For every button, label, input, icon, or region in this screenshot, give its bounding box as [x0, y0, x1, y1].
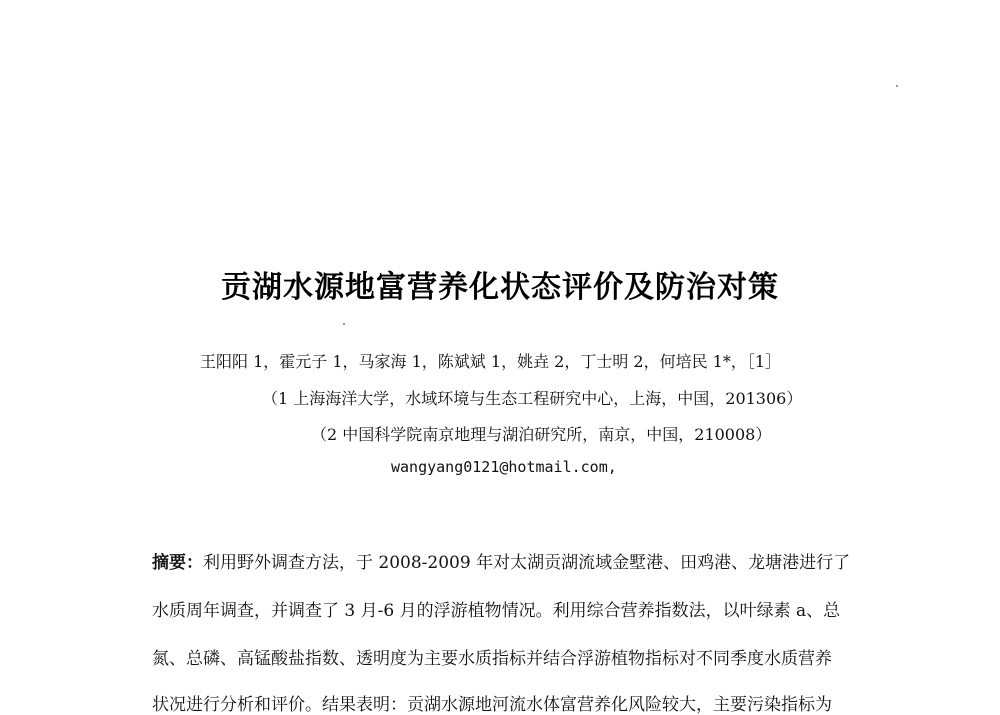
abstract-line: 水质周年调查，并调查了 3 月-6 月的浮游植物情况。利用综合营养指数法，以叶绿素 a、总 — [152, 601, 841, 621]
contact-email: wangyang0121@hotmail.com, — [391, 458, 617, 476]
abstract-text: 利用野外调查方法，于 2008-2009 年对太湖贡湖流域金墅港、田鸡港、龙塘港进行了 — [203, 553, 851, 573]
paper-title: 贡湖水源地富营养化状态评价及防治对策 — [221, 270, 779, 305]
affiliation-1: （1 上海海洋大学，水域环境与生态工程研究中心，上海，中国，201306） — [262, 389, 803, 408]
abstract-line — [152, 548, 858, 573]
abstract-line: 氮、总磷、高锰酸盐指数、透明度为主要水质指标并结合浮游植物指标对不同季度水质营养 — [152, 649, 832, 669]
author-list: 王阳阳 1，霍元子 1，马家海 1，陈斌斌 1，姚垚 2，丁士明 2，何培民 1*，［1］ — [200, 352, 782, 371]
abstract-label: 摘要： — [152, 553, 203, 573]
affiliation-2: （2 中国科学院南京地理与湖泊研究所，南京，中国，210008） — [311, 425, 772, 444]
scan-speck — [343, 323, 345, 325]
abstract-line: 状况进行分析和评价。结果表明：贡湖水源地河流水体富营养化风险较大，主要污染指标为 — [152, 695, 832, 715]
scan-speck — [896, 85, 898, 87]
